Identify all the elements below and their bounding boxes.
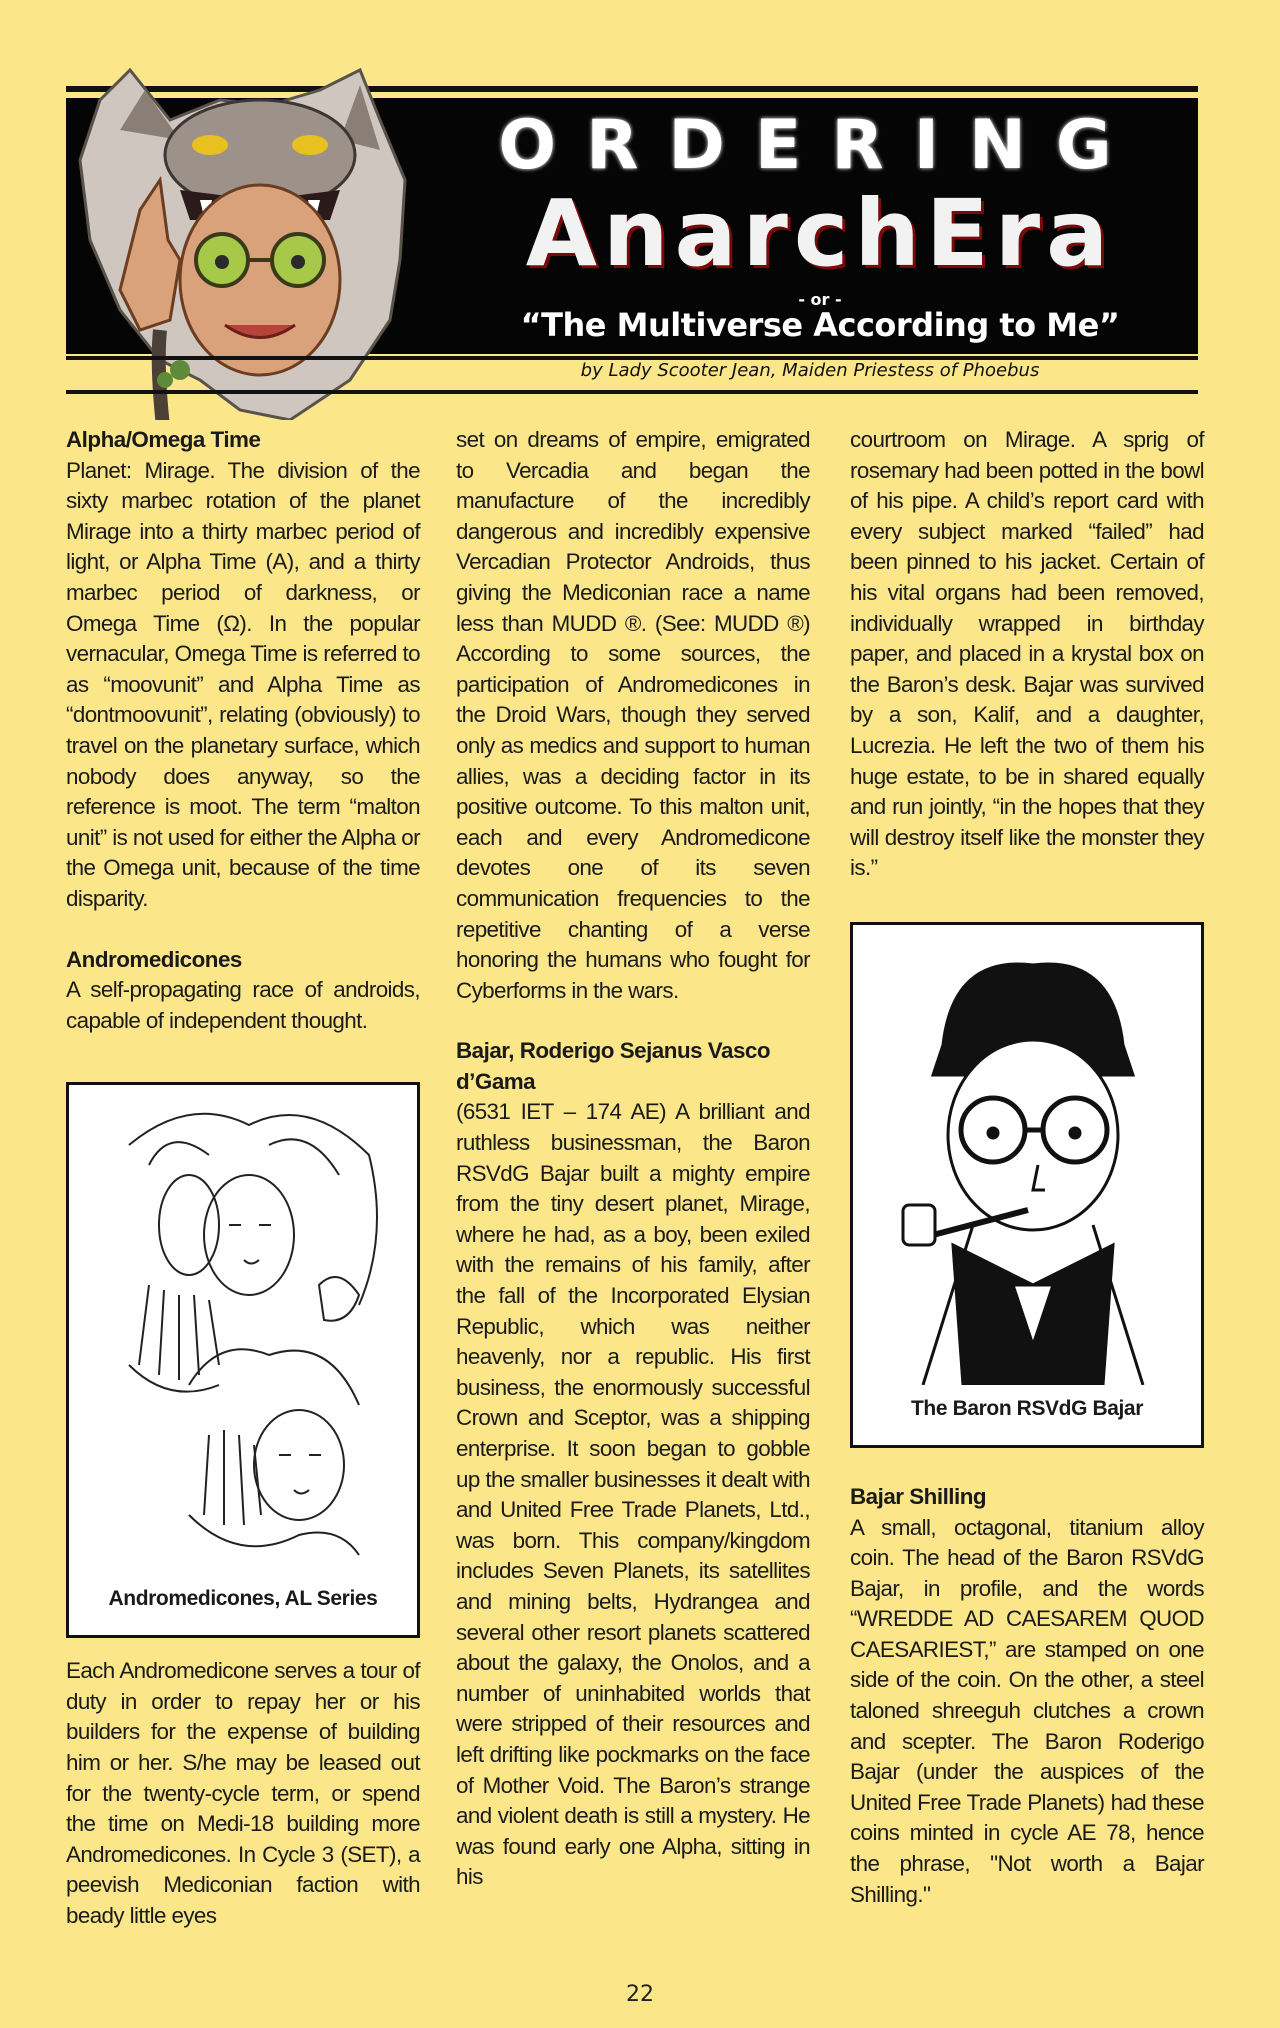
figure-caption-andromedicones: Andromedicones, AL Series: [108, 1587, 378, 1611]
entry-title-alpha-omega-time: Alpha/Omega Time: [66, 427, 261, 452]
figure-baron-bajar: [850, 922, 1204, 1448]
entry-body-bajar-roderigo: (6531 IET – 174 AE) A brilliant and ruthless businessman, the Baron RSVdG Bajar built a mighty empire from the tiny desert planet, Mirage, where he had, as a boy, been exiled with the remains of his family, after the fall of the Incorporated Elysian Republic, which was neither heavenly, nor a republic. His first business, the enormously successful Crown and Sceptor, was a shipping enterprise. It soon began to gobble up the smaller businesses it dealt with and United Free Trade Planets, Ltd., was born. This company/kingdom includes Seven Planets, its satellites and mining belts, Hydrangea and several other resort planets scattered about the galaxy, the Onolos, and a number of uninhabited worlds that were stripped of their resources and left drifting like pockmarks on the face of Mother Void. The Baron’s strange and violent death is still a mystery. He was found early one Alpha, sitting in his: [456, 1099, 810, 1890]
figure-caption-baron-bajar: The Baron RSVdG Bajar: [911, 1396, 1143, 1420]
title-or: - or -: [798, 290, 842, 309]
entry-body-bajar-cont: courtroom on Mirage. A sprig of rosemary had been potted in the bowl of his pipe. A child’s report card with every subject marked “failed” had been pinned to his jacket. Certain of his vital organs had been removed, individually wrapped in birthday paper, and placed in a krystal box on the Baron’s desk. Bajar was survived by a son, Kalif, and a daughter, Lucrezia. He left the two of them his huge estate, to be in shared equally and run jointly, “in the hopes that they will destroy itself like the monster they is.”: [850, 427, 1204, 881]
byline: by Lady Scooter Jean, Maiden Priestess of Phoebus: [580, 360, 1040, 381]
column-2: [456, 425, 810, 1893]
entry-body-bajar-shilling: A small, octagonal, titanium alloy coin. The head of the Baron RSVdG Bajar, in profile, and the words “WREDDE AD CAESAREM QUOD CAESARIEST,” are stamped on one side of the coin. On the other, a steel taloned shreeguh clutches a crown and scepter. The Baron Roderigo Bajar (under the auspices of the United Free Trade Planets) had these coins minted in cycle AE 78, hence the phrase, "Not worth a Bajar Shilling.": [850, 1514, 1204, 1907]
entry-body-andromedicones: A self-propagating race of androids, capable of independent thought.: [66, 977, 420, 1033]
entry-title-andromedicones: Andromedicones: [66, 946, 242, 972]
entry-title-bajar-shilling: Bajar Shilling: [850, 1483, 987, 1509]
title-ordering: ORDERING: [498, 106, 1142, 185]
baron-bajar-portrait-illustration: [853, 925, 1201, 1385]
entry-title-bajar-roderigo: Bajar, Roderigo Sejanus Vasco d’Gama: [456, 1038, 771, 1094]
column-3: [850, 425, 1204, 1910]
priestess-wolf-headdress-illustration: [60, 60, 460, 420]
entry-body-alpha-omega-time: Planet: Mirage. The division of the sixty marbec rotation of the planet Mirage into a thirty marbec period of light, or Alpha Time (A), and a thirty marbec period of darkness, or Omega Time (Ω). In the popular vernacular, Omega Time is referred to as “moovunit” and Alpha Time as “dontmoovunit”, relating (obviously) to travel on the planetary surface, which nobody does anyway, so the reference is moot. The term “malton unit” is not used for either the Alpha or the Omega unit, because of the time disparity.: [66, 457, 420, 911]
andromedicones-sketch-illustration: [69, 1085, 417, 1575]
entry-body-andromedicones-cont2: set on dreams of empire, emigrated to Vercadia and began the manufacture of the incredibly dangerous and incredibly expensive Vercadian Protector Androids, thus giving the Mediconian race a name less than MUDD ®. (See: MUDD ®) According to some sources, the participation of Andromedicones in the Droid Wars, though they served only as medics and support to human allies, was a deciding factor in its positive outcome. To this malton unit, each and every Andromedicone devotes one of its seven communication frequencies to the repetitive chanting of a verse honoring the humans who fought for Cyberforms in the wars.: [456, 427, 810, 1003]
subtitle: “The Multiverse According to Me”: [520, 306, 1120, 344]
header-bottom-rule: [66, 390, 1198, 394]
entry-body-andromedicones-cont: Each Andromedicone serves a tour of duty in order to repay her or his builders for the expense of building him or her. S/he may be leased out for the twenty-cycle term, or spend the time on Medi-18 building more Andromedicones. In Cycle 3 (SET), a peevish Mediconian faction with beady little eyes: [66, 1658, 420, 1929]
figure-andromedicones: [66, 1082, 420, 1638]
page-number: 22: [626, 1982, 654, 2007]
column-1: [66, 425, 420, 1932]
title-anarchera: AnarchEra: [525, 180, 1115, 287]
